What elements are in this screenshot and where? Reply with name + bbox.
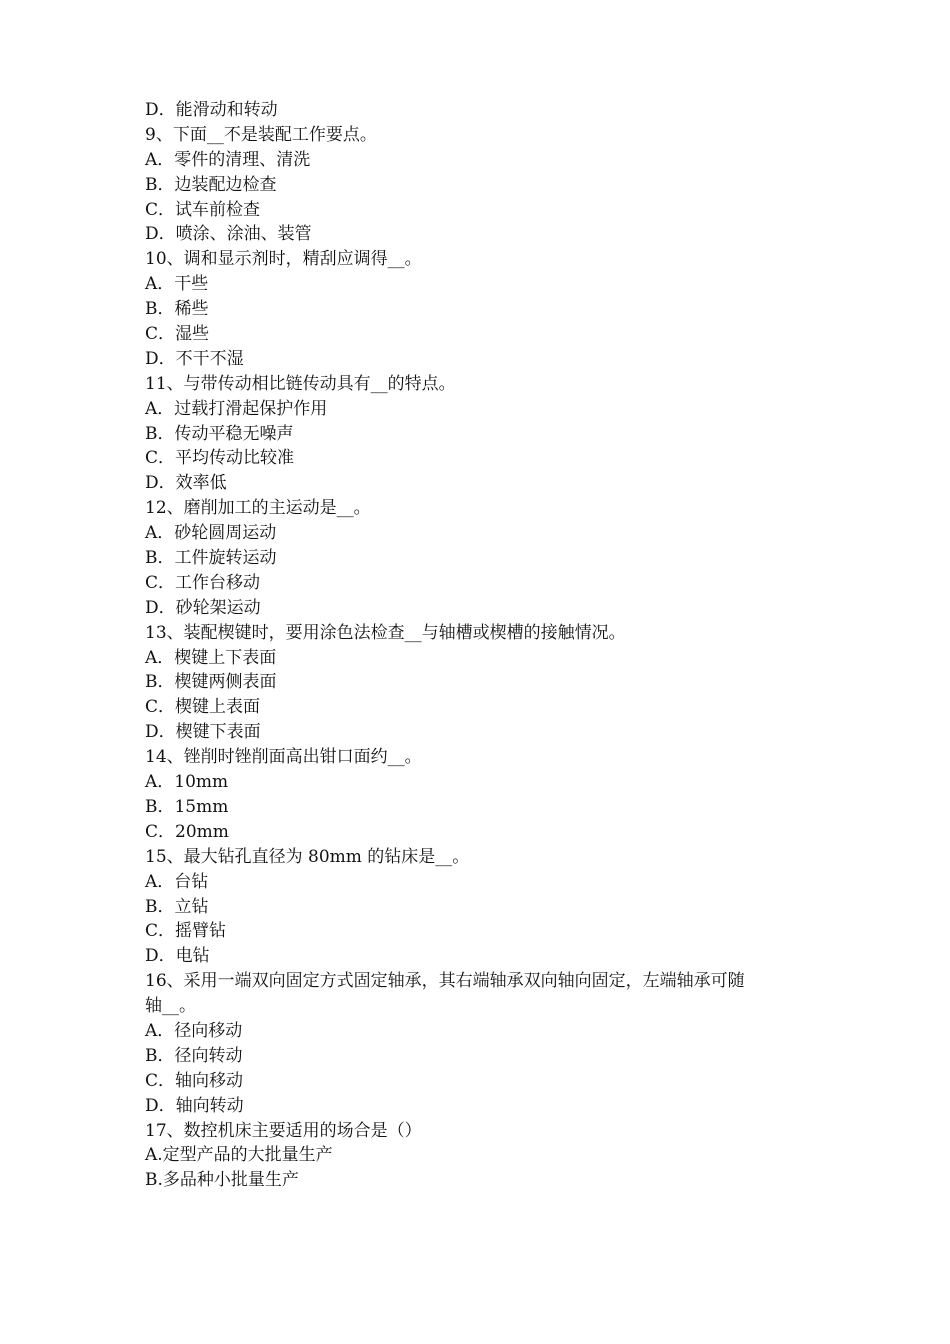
text-line: A．砂轮圆周运动 [145,523,277,544]
text-line: B．15mm [145,796,229,817]
text-line: C．湿些 [145,324,210,345]
text-line: C．摇臂钻 [145,921,227,942]
text-line: B．传动平稳无噪声 [145,423,294,444]
question-14: 14、锉削时锉削面高出钳口面约__。 [145,747,422,768]
text-line: B．楔键两侧表面 [145,672,277,693]
text-line: D．砂轮架运动 [145,597,261,618]
text-line: A．楔键上下表面 [145,647,277,668]
text-line: C．20mm [145,821,229,842]
text-line: C．楔键上表面 [145,697,261,718]
text-line: C．试车前检查 [145,199,261,220]
text-line: A．10mm [145,772,229,793]
text-line: D．电钻 [145,946,210,967]
question-17: 17、数控机床主要适用的场合是（） [145,1120,422,1141]
text-line: B．边装配边检查 [145,174,277,195]
text-line: B．立钻 [145,896,209,917]
text-line: B.多品种小批量生产 [145,1170,299,1191]
text-line: C．工作台移动 [145,572,261,593]
question-13: 13、装配楔键时，要用涂色法检查__与轴槽或楔槽的接触情况。 [145,622,626,643]
text-line: B．工件旋转运动 [145,548,277,569]
text-line: B．径向转动 [145,1045,243,1066]
text-line: A．径向移动 [145,1020,243,1041]
text-line: C．轴向移动 [145,1070,244,1091]
text-line: D．喷涂、涂油、装管 [145,224,312,245]
text-line: A．过载打滑起保护作用 [145,398,328,419]
text-line: D．能滑动和转动 [145,100,278,120]
text-line: D．效率低 [145,473,227,494]
text-line: B．稀些 [145,299,209,320]
question-16-continued: 轴__。 [145,996,196,1017]
text-line: A.定型产品的大批量生产 [145,1145,333,1166]
text-line: D．楔键下表面 [145,722,261,743]
question-15: 15、最大钻孔直径为 80mm 的钻床是__。 [145,846,470,867]
question-9: 9、下面__不是装配工作要点。 [145,124,377,145]
question-10: 10、调和显示剂时，精刮应调得__。 [145,249,422,270]
question-11: 11、与带传动相比链传动具有__的特点。 [145,373,456,394]
text-line: D．不干不湿 [145,348,244,369]
document-body [145,98,825,1193]
question-16: 16、采用一端双向固定方式固定轴承，其右端轴承双向轴向固定，左端轴承可随 [145,971,745,992]
text-line: A．台钻 [145,871,209,892]
question-12: 12、磨削加工的主运动是__。 [145,498,371,519]
text-line: A．干些 [145,274,209,295]
text-line: D．轴向转动 [145,1095,244,1116]
text-line: C．平均传动比较准 [145,448,295,469]
text-line: A．零件的清理、清洗 [145,149,311,170]
